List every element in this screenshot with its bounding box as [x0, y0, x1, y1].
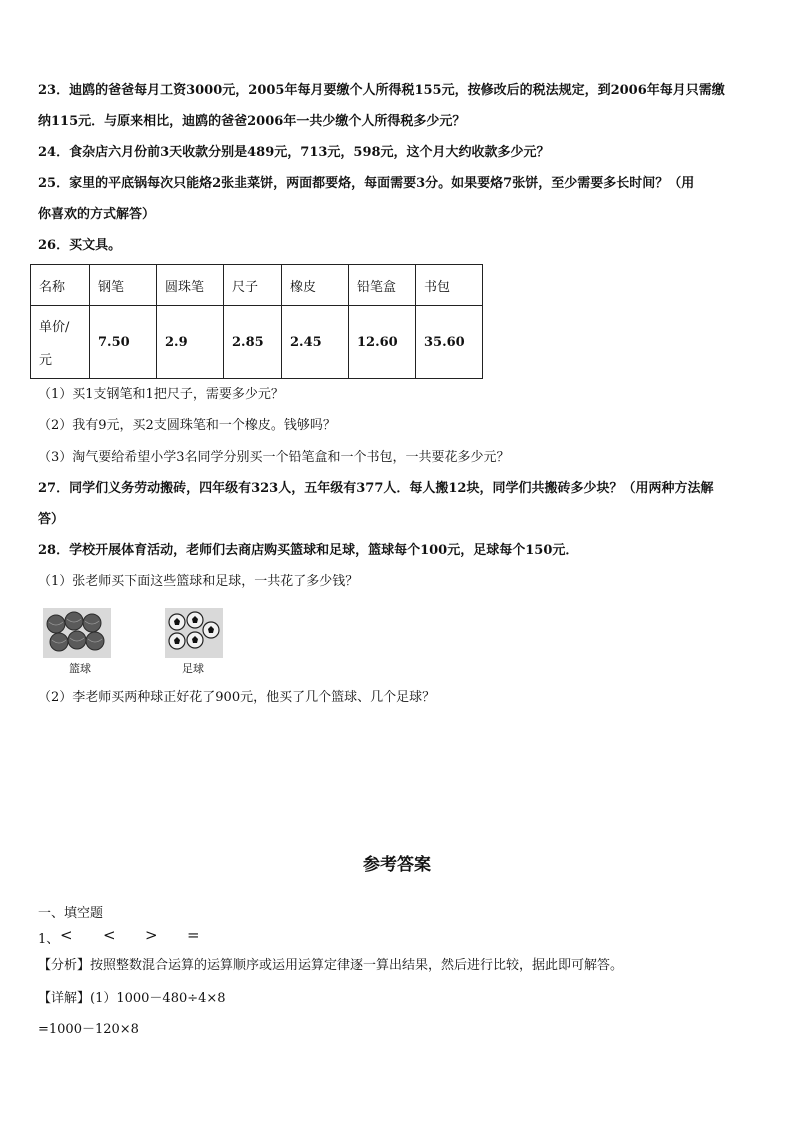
q25-line2: 你喜欢的方式解答）: [38, 207, 156, 222]
q26-title: 26．买文具。: [38, 238, 122, 253]
calculation-step: =1000－120×8: [38, 1022, 139, 1037]
q28-sub2: （2）李老师买两种球正好花了900元，他买了几个篮球、几个足球？: [38, 690, 436, 705]
q24-text: 24．食杂店六月份前3天收款分别是489元，713元，598元，这个月大约收款多少元？: [38, 145, 550, 160]
price-cell: 2.45: [282, 306, 349, 379]
footballs-image: [165, 608, 223, 658]
answer-1-label: 1、: [38, 932, 60, 947]
price-cell: 35.60: [416, 306, 483, 379]
q27-line1: 27．同学们义务劳动搬砖，四年级有323人，五年级有377人．每人搬12块，同学们共搬砖多少块？（用两种方法解: [38, 481, 714, 496]
table-header-label: 名称: [31, 265, 90, 306]
price-cell: 12.60: [349, 306, 416, 379]
basketball-icon: [43, 608, 111, 658]
comparison-symbol: <: [60, 926, 73, 944]
table-row: [31, 306, 483, 379]
price-cell: 2.85: [224, 306, 282, 379]
price-cell: 7.50: [90, 306, 157, 379]
stationery-price-table: [30, 264, 483, 379]
price-row-label-line1: 单价/: [39, 320, 70, 335]
item-name-cell: 钢笔: [90, 265, 157, 306]
q26-sub2: （2）我有9元，买2支圆珠笔和一个橡皮。钱够吗？: [38, 418, 336, 433]
section-heading: 一、填空题: [38, 906, 104, 921]
price-cell: 2.9: [157, 306, 224, 379]
q28-line1: 28．学校开展体育活动，老师们去商店购买篮球和足球，篮球每个100元，足球每个150元．: [38, 543, 579, 558]
q23-line1: 23．迪鸥的爸爸每月工资3000元，2005年每月要缴个人所得税155元，按修改后的税法规定，到2006年每月只需缴: [38, 83, 725, 98]
table-row: [31, 265, 483, 306]
basketballs-image: [43, 608, 111, 658]
item-name-cell: 书包: [416, 265, 483, 306]
detail-text: 【详解】(1）1000－480÷4×8: [38, 991, 226, 1006]
q27-line2: 答）: [38, 512, 65, 527]
comparison-symbol: =: [187, 926, 200, 944]
football-icon: [165, 608, 223, 658]
item-name-cell: 橡皮: [282, 265, 349, 306]
q26-sub3: （3）淘气要给希望小学3名同学分别买一个铅笔盒和一个书包，一共要花多少元？: [38, 450, 510, 465]
q25-line1: 25．家里的平底锅每次只能烙2张韭菜饼，两面都要烙，每面需要3分。如果要烙7张饼，至少需要多长时间？（用: [38, 176, 695, 191]
price-row-label: [31, 306, 90, 379]
analysis-text: 【分析】按照整数混合运算的运算顺序或运用运算定律逐一算出结果，然后进行比较，据此即可解答。: [38, 958, 624, 973]
item-name-cell: 圆珠笔: [157, 265, 224, 306]
price-row-label-line2: 元: [39, 353, 53, 368]
item-name-cell: 尺子: [224, 265, 282, 306]
basketball-caption: 篮球: [69, 662, 91, 675]
football-caption: 足球: [182, 662, 204, 675]
q28-sub1: （1）张老师买下面这些篮球和足球，一共花了多少钱？: [38, 574, 359, 589]
comparison-symbol: <: [103, 926, 116, 944]
comparison-symbol: >: [145, 926, 158, 944]
q23-line2: 纳115元．与原来相比，迪鸥的爸爸2006年一共少缴个人所得税多少元？: [38, 114, 466, 129]
answer-title: 参考答案: [363, 855, 431, 875]
q26-sub1: （1）买1支钢笔和1把尺子，需要多少元？: [38, 387, 284, 402]
item-name-cell: 铅笔盒: [349, 265, 416, 306]
